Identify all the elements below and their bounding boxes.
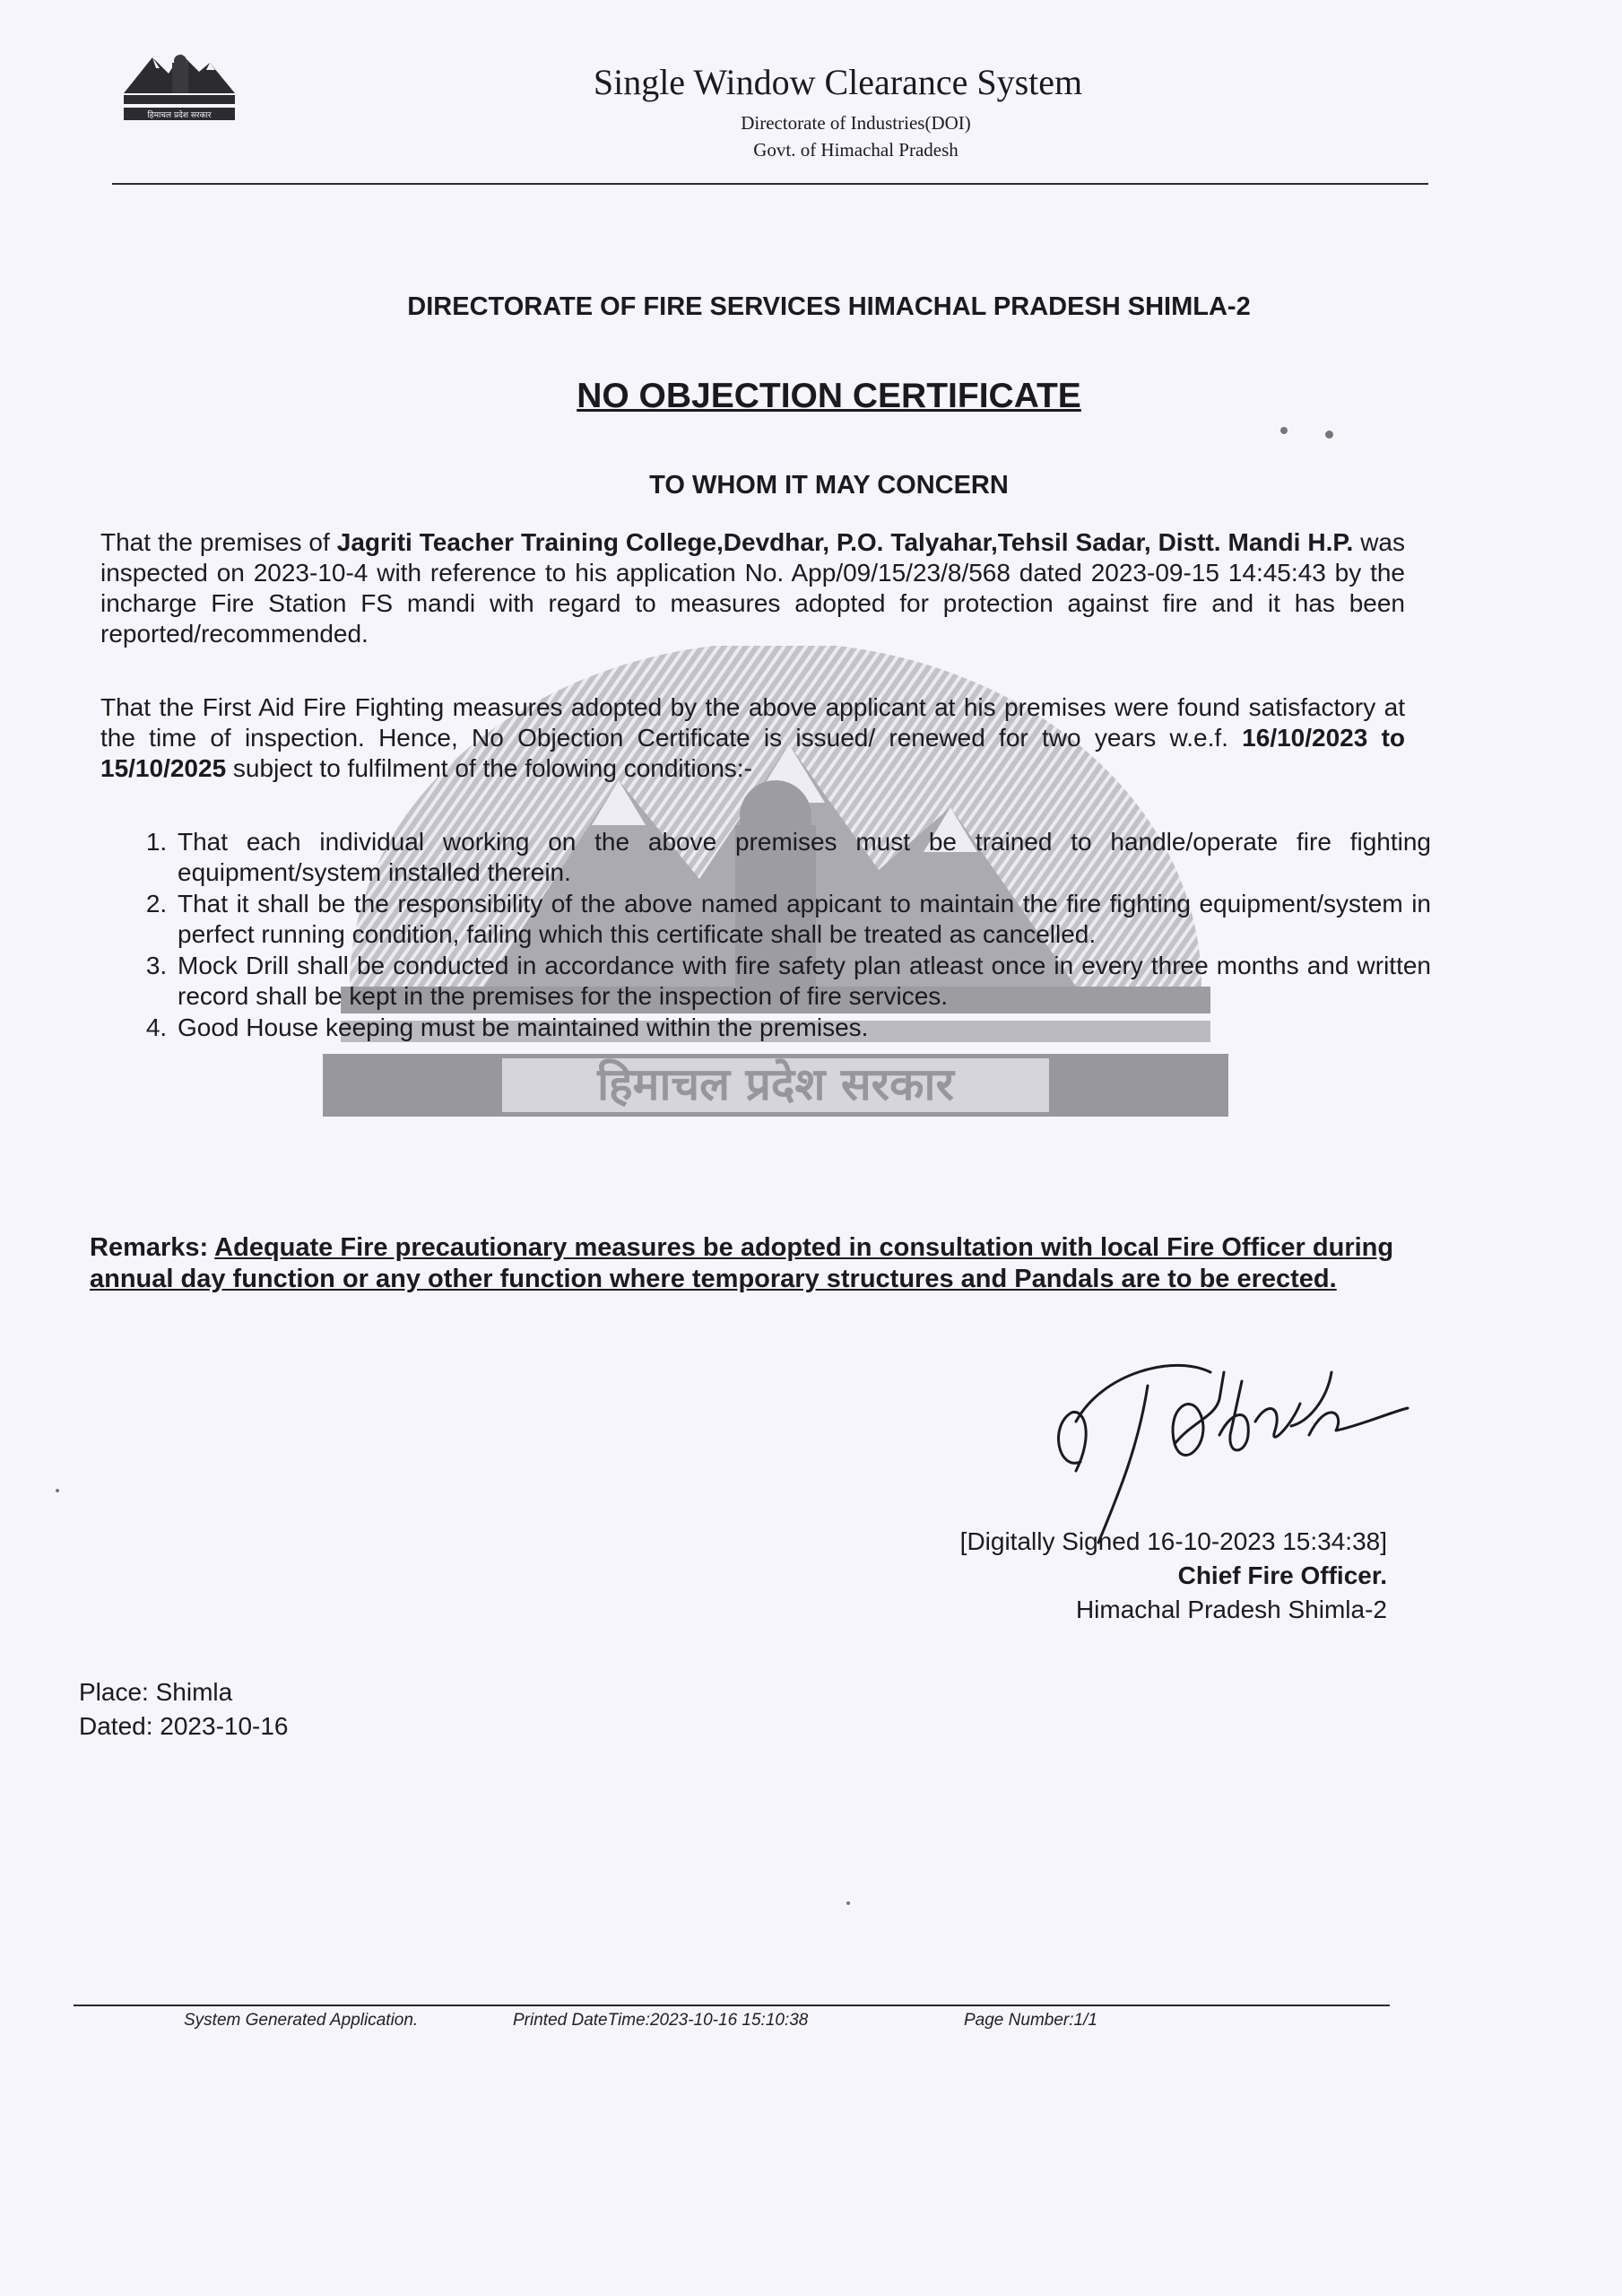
validity-lead: That the First Aid Fire Fighting measures adopted by the above applicant at his premises were found satisfactory at the time of inspection. Hence, No Objection Certificate is issued/ renewed for two years w.e.f. xyxy=(100,693,1405,752)
premises-name: Jagriti Teacher Training College,Devdhar, P.O. Talyahar,Tehsil Sadar, Distt. Mandi H.P. xyxy=(336,528,1354,556)
condition-item: 3. Mock Drill shall be conducted in accordance with fire safety plan atleast once in every three months and written record shall be kept in the premises for the inspection of fire services. xyxy=(174,951,1431,1012)
conditions-list xyxy=(143,827,1431,1044)
logo-caption: हिमाचल प्रदेश सरकार xyxy=(147,111,212,120)
scan-speck xyxy=(56,1489,59,1492)
digital-signature-stamp: [Digitally Signed 16-10-2023 15:34:38] xyxy=(959,1527,1387,1555)
org-title: DIRECTORATE OF FIRE SERVICES HIMACHAL PRADESH SHIMLA-2 xyxy=(407,292,1251,321)
place-date-block xyxy=(79,1675,289,1744)
dated: Dated: 2023-10-16 xyxy=(79,1712,289,1740)
validity-paragraph xyxy=(100,692,1405,784)
condition-item: 4. Good House keeping must be maintained within the premises. xyxy=(174,1013,1431,1043)
validity-tail: subject to fulfilment of the folowing conditions:- xyxy=(226,754,752,782)
remarks-label: Remarks: xyxy=(90,1233,209,1262)
govt-subtitle: Govt. of Himachal Pradesh xyxy=(753,139,958,161)
condition-item: 1. That each individual working on the above premises must be trained to handle/operate fire fighting equipment/system installed therein. xyxy=(174,827,1431,888)
signatory-office: Himachal Pradesh Shimla-2 xyxy=(1075,1596,1387,1623)
inspection-lead: That the premises of xyxy=(100,528,337,556)
header-divider xyxy=(112,183,1428,185)
directorate-subtitle: Directorate of Industries(DOI) xyxy=(741,112,971,134)
footer-page-number: Page Number:1/1 xyxy=(964,2011,1097,2030)
scan-speck xyxy=(1280,427,1288,434)
condition-item: 2. That it shall be the responsibility of the above named appicant to maintain the fire fighting equipment/system in perfect running condition, failing which this certificate shall be treated as cancelled. xyxy=(174,889,1431,950)
signature-block xyxy=(960,1525,1387,1627)
place: Place: Shimla xyxy=(79,1678,233,1706)
inspection-details: was inspected on 2023-10-4 with reference to his application No. App/09/15/23/8/568 dated 2023-09-15 14:45:43 by the incharge Fire Station FS mandi with regard to measures adopted for protection against fire and it has been reported/recommended. xyxy=(100,528,1405,648)
certificate-title: NO OBJECTION CERTIFICATE xyxy=(577,377,1081,415)
remarks xyxy=(90,1232,1399,1295)
footer-system-note: System Generated Application. xyxy=(184,2011,419,2030)
validity-period: 16/10/2023 to 15/10/2025 xyxy=(100,724,1405,782)
inspection-paragraph xyxy=(100,527,1405,649)
system-title: Single Window Clearance System xyxy=(593,62,1083,102)
remarks-text: Adequate Fire precautionary measures be adopted in consultation with local Fire Officer during annual day function or any other function where temporary structures and Pandals are to be erected. xyxy=(90,1233,1394,1293)
watermark-caption: हिमाचल प्रदेश सरकार xyxy=(597,1058,954,1110)
signatory-designation: Chief Fire Officer. xyxy=(1177,1561,1387,1589)
footer-printed-datetime: Printed DateTime:2023-10-16 15:10:38 xyxy=(513,2011,809,2030)
salutation: TO WHOM IT MAY CONCERN xyxy=(649,471,1009,500)
scan-speck xyxy=(1325,430,1333,439)
scan-speck xyxy=(846,1901,850,1905)
footer-divider xyxy=(74,2005,1390,2006)
